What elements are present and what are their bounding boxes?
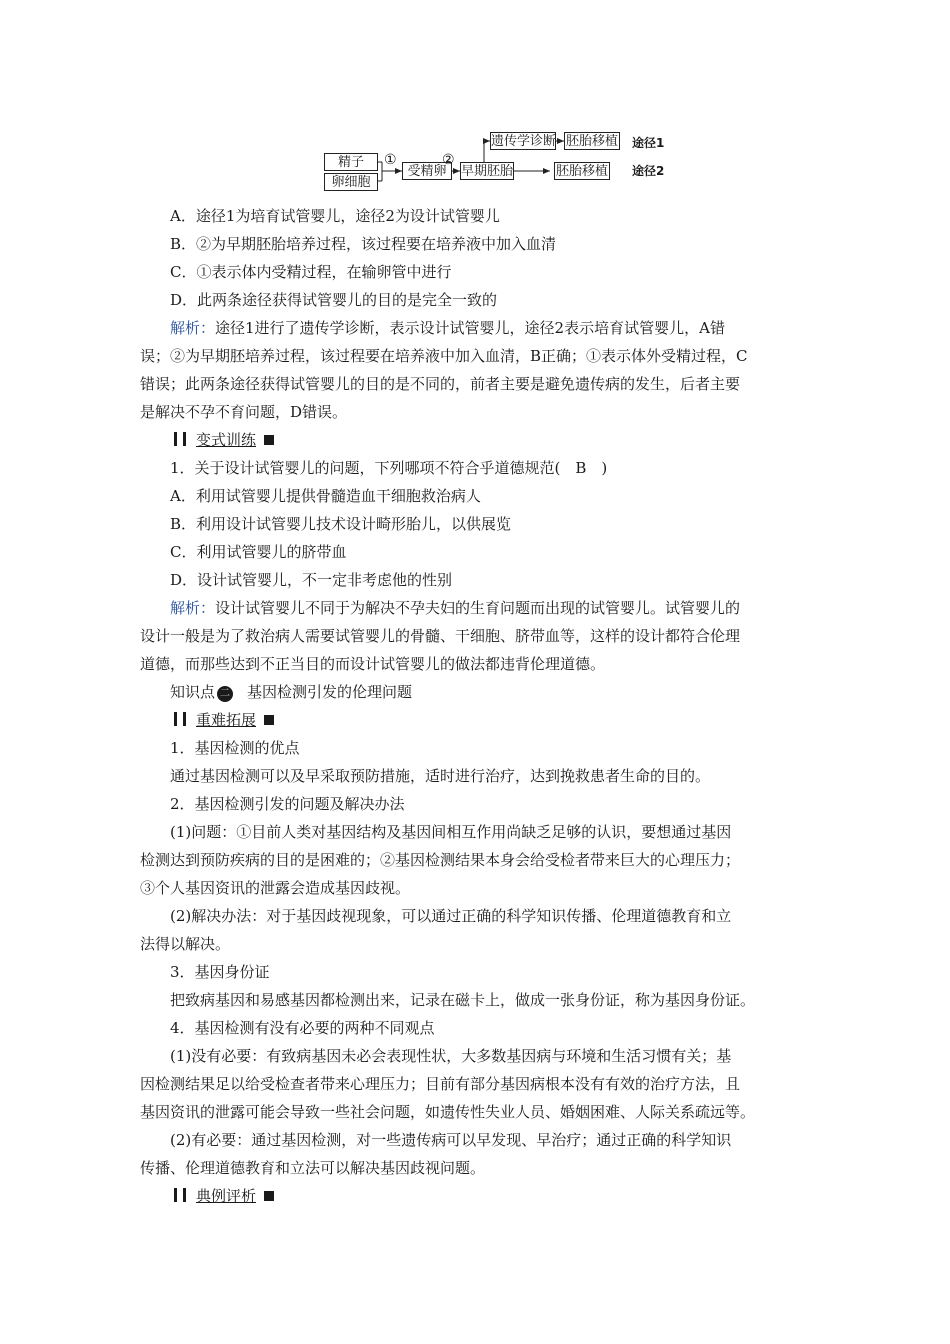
paragraph-line: 基因资讯的泄露可能会导致一些社会问题，如遗传性失业人员、婚姻困难、人际关系疏远等。 xyxy=(140,1103,756,1121)
zygote-box: 受精卵 xyxy=(402,162,452,180)
egg-box: 卵细胞 xyxy=(324,173,378,191)
q1-analysis-line: 设计一般是为了救治病人需要试管婴儿的骨髓、干细胞、脐带血等，这样的设计都符合伦理 xyxy=(140,627,741,645)
section-key-extension xyxy=(170,706,274,734)
paragraph-line: (2)有必要：通过基因检测，对一些遗传病可以早发现、早治疗；通过正确的科学知识 xyxy=(170,1131,732,1149)
paragraph-line: ③个人基因资讯的泄露会造成基因歧视。 xyxy=(140,879,411,897)
paragraph-line: (2)解决办法：对于基因歧视现象，可以通过正确的科学知识传播、伦理道德教育和立 xyxy=(170,907,732,925)
paragraph-line: 法得以解决。 xyxy=(140,935,231,953)
q0-analysis-line: 是解决不孕不育问题，D错误。 xyxy=(140,403,348,421)
section-variant-training xyxy=(170,426,274,454)
q0-option-d: D．此两条途径获得试管婴儿的目的是完全一致的 xyxy=(170,291,498,309)
section-bars-icon xyxy=(170,432,196,446)
step2-label: ② xyxy=(442,152,455,168)
paragraph-line: (1)问题：①目前人类对基因结构及基因间相互作用尚缺乏足够的认识，要想通过基因 xyxy=(170,823,732,841)
path2-label: 途径2 xyxy=(632,164,665,178)
analysis-text: 途径1进行了遗传学诊断，表示设计试管婴儿，途径2表示培育试管婴儿，A错 xyxy=(215,319,725,337)
sperm-box: 精子 xyxy=(324,153,378,171)
heading-1: 1．基因检测的优点 xyxy=(170,739,300,757)
transfer1-box: 胚胎移植 xyxy=(565,134,618,149)
knowledge-number-icon: 二 xyxy=(217,686,233,702)
q1-stem: 1．关于设计试管婴儿的问题，下列哪项不符合乎道德规范( B ) xyxy=(170,459,608,477)
section-title: 典例评析 xyxy=(196,1187,257,1205)
q1-analysis-line xyxy=(170,594,740,622)
paragraph-4: 把致病基因和易感基因都检测出来，记录在磁卡上，做成一张身份证，称为基因身份证。 xyxy=(170,991,756,1009)
square-icon xyxy=(264,435,274,445)
q1-analysis-line: 道德，而那些达到不正当目的而设计试管婴儿的做法都违背伦理道德。 xyxy=(140,655,606,673)
section-title: 变式训练 xyxy=(196,431,257,449)
q0-analysis-line: 误；②为早期胚培养过程，该过程要在培养液中加入血清，B正确；①表示体外受精过程，C xyxy=(140,347,748,365)
square-icon xyxy=(264,715,274,725)
q1-option-a: A．利用试管婴儿提供骨髓造血干细胞救治病人 xyxy=(170,487,481,505)
heading-3: 3．基因身份证 xyxy=(170,963,270,981)
section-example-analysis xyxy=(170,1182,274,1210)
paragraph-line: (1)没有必要：有致病基因未必会表现性状，大多数基因病与环境和生活习惯有关；基 xyxy=(170,1047,732,1065)
section-bars-icon xyxy=(170,712,196,726)
paragraph-line: 因检测结果足以给受检查者带来心理压力；目前有部分基因病根本没有有效的治疗方法，且 xyxy=(140,1075,741,1093)
q1-option-c: C．利用试管婴儿的脐带血 xyxy=(170,543,347,561)
section-title: 重难拓展 xyxy=(196,711,257,729)
analysis-text: 设计试管婴儿不同于为解决不孕夫妇的生育问题而出现的试管婴儿。试管婴儿的 xyxy=(215,599,741,617)
analysis-label: 解析： xyxy=(170,319,216,337)
knowledge-prefix: 知识点 xyxy=(170,683,216,701)
q1-option-d: D．设计试管婴儿，不一定非考虑他的性别 xyxy=(170,571,453,589)
heading-4: 4．基因检测有没有必要的两种不同观点 xyxy=(170,1019,435,1037)
section-bars-icon xyxy=(170,1188,196,1202)
q1-option-b: B．利用设计试管婴儿技术设计畸形胎儿，以供展览 xyxy=(170,515,512,533)
q0-option-a: A．途径1为培育试管婴儿，途径2为设计试管婴儿 xyxy=(170,207,500,225)
paragraph-line: 传播、伦理道德教育和立法可以解决基因歧视问题。 xyxy=(140,1159,486,1177)
q0-analysis-line xyxy=(170,314,725,342)
transfer2-box: 胚胎移植 xyxy=(555,164,608,179)
path1-label: 途径1 xyxy=(632,136,665,150)
knowledge-title: 基因检测引发的伦理问题 xyxy=(247,683,413,701)
genetic-diagnosis-box: 遗传学诊断 xyxy=(491,134,557,149)
q0-analysis-line: 错误；此两条途径获得试管婴儿的目的是不同的，前者主要是避免遗传病的发生，后者主要 xyxy=(140,375,741,393)
heading-2: 2．基因检测引发的问题及解决办法 xyxy=(170,795,405,813)
square-icon xyxy=(264,1191,274,1201)
paragraph-line: 检测达到预防疾病的目的是困难的；②基因检测结果本身会给受检者带来巨大的心理压力； xyxy=(140,851,741,869)
step1-label: ① xyxy=(384,152,397,168)
knowledge-point-heading xyxy=(170,678,412,706)
q0-option-b: B．②为早期胚胎培养过程，该过程要在培养液中加入血清 xyxy=(170,235,557,253)
embryo-box: 早期胚胎 xyxy=(461,164,514,179)
paragraph-1: 通过基因检测可以及早采取预防措施，适时进行治疗，达到挽救患者生命的目的。 xyxy=(170,767,711,785)
analysis-label: 解析： xyxy=(170,599,216,617)
ivf-flow-diagram xyxy=(318,124,718,196)
q0-option-c: C．①表示体内受精过程，在输卵管中进行 xyxy=(170,263,452,281)
